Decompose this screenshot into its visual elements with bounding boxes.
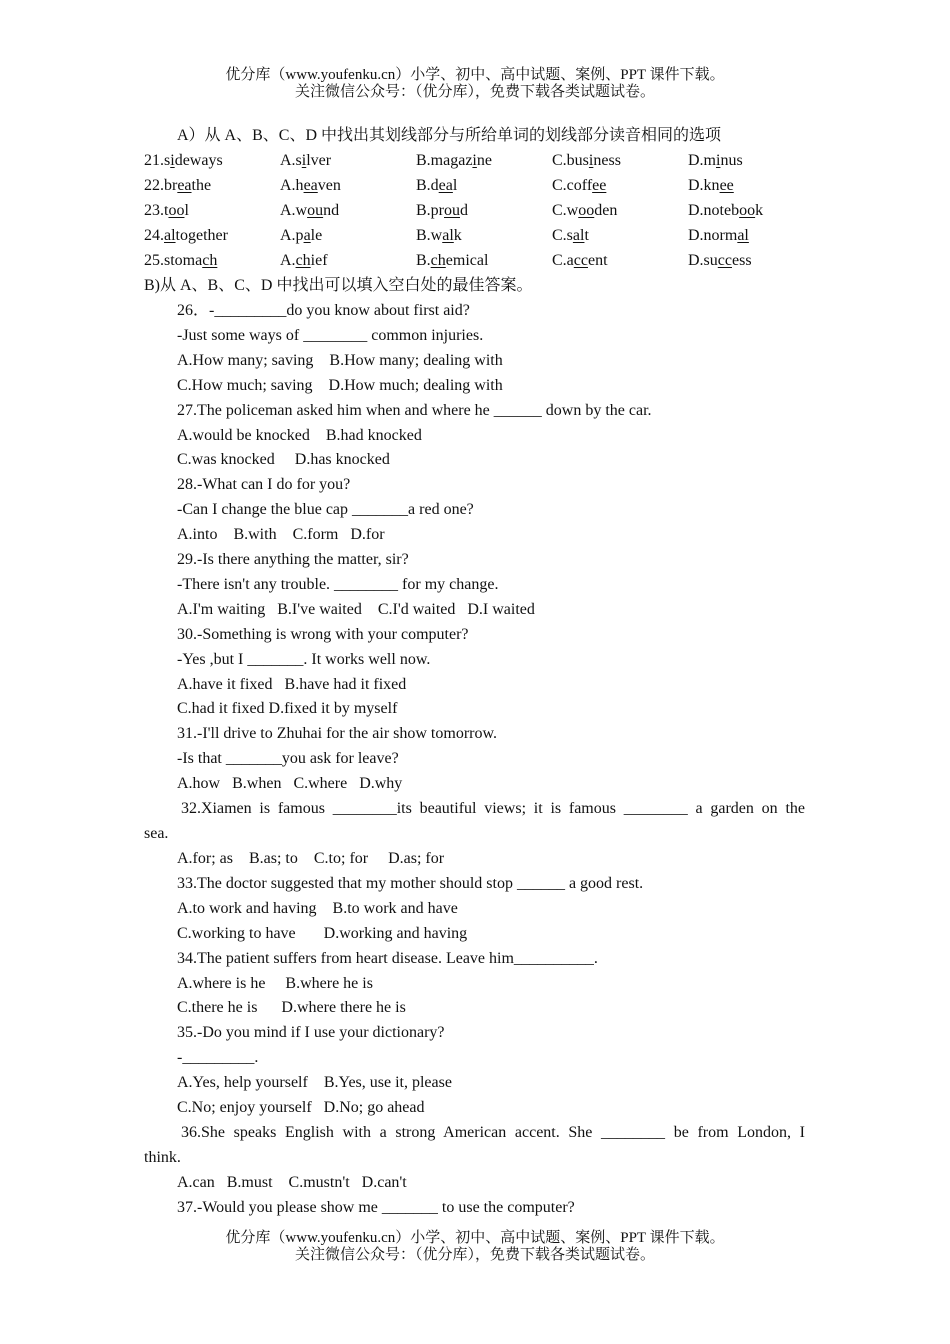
page-header <box>0 67 950 101</box>
word-part: A. <box>280 252 296 269</box>
question-number: 25. <box>144 252 164 269</box>
underlined-part: ou <box>307 202 324 219</box>
question-line: -Yes ,but I _______. It works well now. <box>177 650 431 668</box>
question-line: A.I'm waiting B.I've waited C.I'd waited D.I waited <box>177 600 535 618</box>
question-number: 23. <box>144 202 164 219</box>
option-b <box>416 251 488 271</box>
question-line: 33.The doctor suggested that my mother should stop ______ a good rest. <box>177 874 644 892</box>
question-line: 26．-_________do you know about first aid? <box>177 302 470 319</box>
word-part: l <box>452 177 458 194</box>
option-c <box>552 176 606 196</box>
question-line: C.working to have D.working and having <box>177 924 468 942</box>
underlined-part: ea <box>303 177 318 194</box>
word-part: C.a <box>552 252 574 269</box>
q36-line-2: think. <box>144 1149 181 1166</box>
question-word <box>144 176 211 196</box>
word-part: A.w <box>280 202 308 219</box>
word-part: B. <box>416 252 431 269</box>
word-part: le <box>310 227 323 244</box>
option-a <box>280 176 341 196</box>
word-part: B.w <box>416 227 443 244</box>
option-d <box>688 176 734 196</box>
underlined-part: ch <box>202 252 218 269</box>
option-b <box>416 226 462 246</box>
option-d <box>688 151 743 171</box>
underlined-part: ea <box>177 177 192 194</box>
option-a <box>280 251 328 271</box>
question-line: 35.-Do you mind if I use your dictionary? <box>177 1024 445 1042</box>
underlined-part: i <box>301 152 307 169</box>
underlined-part: al <box>737 227 749 244</box>
word-part: A.s <box>280 152 302 169</box>
question-number: 24. <box>144 227 164 244</box>
underlined-part: oo <box>578 202 595 219</box>
underlined-part: ou <box>444 202 460 219</box>
word-part: t <box>584 227 589 244</box>
question-line: 29.-Is there anything the matter, sir? <box>177 551 409 568</box>
q32-line-1: 32.Xiamen is famous ________its beautiful views; it is famous ________ a garden on the <box>181 800 805 817</box>
word-part: D.kn <box>688 177 720 194</box>
word-part: d <box>460 202 468 219</box>
question-line: C.was knocked D.has knocked <box>177 451 390 469</box>
question-line: 28.-What can I do for you? <box>177 476 351 494</box>
word-part: nus <box>720 152 743 169</box>
question-line: C.there he is D.where there he is <box>177 999 406 1017</box>
word-part: ven <box>317 177 341 194</box>
question-line: C.No; enjoy yourself D.No; go ahead <box>177 1099 425 1116</box>
option-b <box>416 176 457 196</box>
underlined-part: ch <box>295 252 311 269</box>
underlined-part: cc <box>717 252 732 269</box>
underlined-part: oo <box>739 202 756 219</box>
question-line: A.Yes, help yourself B.Yes, use it, please <box>177 1074 452 1092</box>
question-word <box>144 251 217 271</box>
word-part: D.su <box>688 252 718 269</box>
option-d <box>688 201 763 221</box>
header-line-2: 关注微信公众号：（优分库），免费下载各类试题试卷。 <box>294 84 655 100</box>
word-part: ne <box>476 152 492 169</box>
question-line: -_________. <box>177 1049 259 1067</box>
word-part: k <box>453 227 462 244</box>
word-part: D.noteb <box>688 202 740 219</box>
option-a <box>280 151 331 171</box>
underlined-part: al <box>572 227 585 244</box>
section-b-title: B)从 A、B、C、D 中找出可以填入空白处的最佳答案。 <box>144 277 533 294</box>
underlined-part: i <box>170 152 175 169</box>
question-line: -There isn't any trouble. ________ for my change. <box>177 575 499 593</box>
question-line: A.can B.must C.mustn't D.can't <box>177 1174 407 1191</box>
question-line: A.where is he B.where he is <box>177 974 373 992</box>
word-part: B.d <box>416 177 439 194</box>
underlined-part: ea <box>438 177 453 194</box>
option-c <box>552 201 617 221</box>
word-part: stoma <box>164 252 203 269</box>
option-b <box>416 201 468 221</box>
word-part: lver <box>306 152 332 169</box>
word-part: emical <box>445 252 489 269</box>
option-a <box>280 201 339 221</box>
footer-line-2: 关注微信公众号：（优分库），免费下载各类试题试卷。 <box>294 1247 655 1263</box>
word-part: B.pr <box>416 202 444 219</box>
word-part: s <box>164 152 171 169</box>
question-word <box>144 151 223 171</box>
word-part: A.p <box>280 227 304 244</box>
option-c <box>552 251 608 271</box>
underlined-part: ee <box>592 177 607 194</box>
question-line: A.How many; saving B.How many; dealing with <box>177 351 503 369</box>
word-part: ness <box>593 152 621 169</box>
question-line: 30.-Something is wrong with your computer? <box>177 625 469 643</box>
question-line: -Is that _______you ask for leave? <box>177 750 399 768</box>
question-line: -Can I change the blue cap _______a red one? <box>177 501 474 519</box>
word-part: br <box>164 177 178 194</box>
question-line: -Just some ways of ________ common injuries. <box>177 326 484 344</box>
underlined-part: cc <box>573 252 588 269</box>
question-line: 34.The patient suffers from heart disease. Leave him__________. <box>177 949 598 967</box>
underlined-part: i <box>716 152 721 169</box>
word-part: C.bus <box>552 152 589 169</box>
question-line: A.have it fixed B.have had it fixed <box>177 675 407 693</box>
word-part: nd <box>323 202 340 219</box>
word-part: C.s <box>552 227 573 244</box>
q32-line-2: sea. <box>144 825 169 842</box>
word-part: B.magaz <box>416 152 473 169</box>
question-line: 37.-Would you please show me _______ to use the computer? <box>177 1198 575 1216</box>
word-part: C.coff <box>552 177 593 194</box>
underlined-part: ee <box>719 177 734 194</box>
underlined-part: a <box>303 227 311 244</box>
word-part: den <box>594 202 618 219</box>
header-line-1: 优分库（www.youfenku.cn）小学、初中、高中试题、案例、PPT 课件下载。 <box>225 67 725 83</box>
option-a <box>280 226 322 246</box>
question-line: A.to work and having B.to work and have <box>177 899 458 917</box>
question-line: A.into B.with C.form D.for <box>177 526 385 544</box>
question-word <box>144 201 189 221</box>
section-a-title: A）从 A、B、C、D 中找出其划线部分与所给单词的划线部分读音相同的选项 <box>177 127 722 144</box>
question-line: C.had it fixed D.fixed it by myself <box>177 700 398 718</box>
word-part: t <box>164 202 169 219</box>
underlined-part: al <box>164 227 176 244</box>
question-number: 22. <box>144 177 164 194</box>
option-b <box>416 151 492 171</box>
underlined-part: oo <box>168 202 185 219</box>
q36-line-1: 36.She speaks English with a strong American accent. She ________ be from London, I <box>181 1124 805 1141</box>
question-line: A.how B.when C.where D.why <box>177 775 403 793</box>
question-line: A.for; as B.as; to C.to; for D.as; for <box>177 850 445 867</box>
question-line: 31.-I'll drive to Zhuhai for the air show tomorrow. <box>177 725 497 743</box>
word-part: the <box>191 177 212 194</box>
word-part: k <box>755 202 764 219</box>
word-part: ess <box>731 252 752 269</box>
question-number: 21. <box>144 152 164 169</box>
word-part: ent <box>587 252 608 269</box>
word-part: ief <box>310 252 328 269</box>
question-word <box>144 226 228 246</box>
option-d <box>688 251 752 271</box>
word-part: D.m <box>688 152 716 169</box>
option-c <box>552 151 621 171</box>
word-part: together <box>175 227 228 244</box>
page-footer <box>0 1230 950 1264</box>
underlined-part: i <box>472 152 477 169</box>
footer-line-1: 优分库（www.youfenku.cn）小学、初中、高中试题、案例、PPT 课件下载。 <box>225 1230 725 1246</box>
underlined-part: ch <box>430 252 446 269</box>
word-part: D.norm <box>688 227 738 244</box>
word-part: A.h <box>280 177 304 194</box>
option-d <box>688 226 749 246</box>
question-line: A.would be knocked B.had knocked <box>177 426 422 444</box>
option-c <box>552 226 589 246</box>
question-line: 27.The policeman asked him when and where he ______ down by the car. <box>177 401 652 419</box>
word-part: l <box>184 202 189 219</box>
question-line: C.How much; saving D.How much; dealing with <box>177 376 503 394</box>
underlined-part: al <box>442 227 454 244</box>
word-part: deways <box>174 152 223 169</box>
underlined-part: i <box>588 152 594 169</box>
word-part: C.w <box>552 202 579 219</box>
